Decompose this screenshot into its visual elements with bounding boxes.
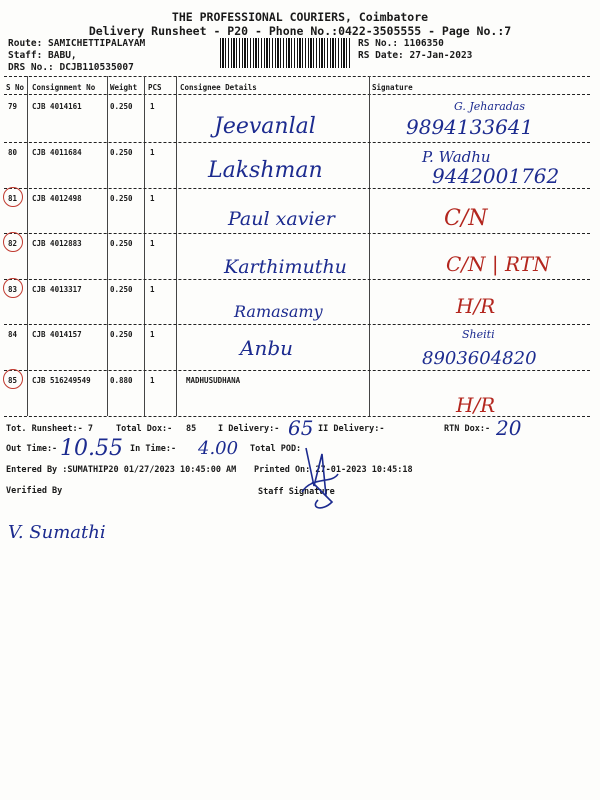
total-dox-label: Total Dox:- xyxy=(116,424,173,434)
out-time-label: Out Time:- xyxy=(6,444,58,454)
row-sno: 84 xyxy=(8,330,18,339)
staff-signature-label: Staff Signature xyxy=(258,487,335,497)
col-signature: Signature xyxy=(372,83,413,92)
row-handwritten-name: Karthimuthu xyxy=(224,256,347,278)
row-rule xyxy=(4,279,590,280)
in-time-label: In Time:- xyxy=(130,444,177,454)
row-sno: 85 xyxy=(8,376,18,385)
row-sno: 79 xyxy=(8,102,18,111)
company-title: THE PROFESSIONAL COURIERS, Coimbatore xyxy=(171,10,429,24)
row-weight: 0.250 xyxy=(110,239,133,248)
row-signature-name: Sheiti xyxy=(462,328,495,341)
row-rule xyxy=(4,370,590,371)
row-pcs: 1 xyxy=(150,148,155,157)
row-signature-name: G. Jeharadas xyxy=(454,100,526,113)
row-weight: 0.250 xyxy=(110,194,133,203)
col-consignment: Consignment No xyxy=(32,83,96,92)
rtn-dox-value: 20 xyxy=(496,416,522,440)
row-sno: 80 xyxy=(8,148,18,157)
row-rule xyxy=(4,233,590,234)
row-consignment: CJB 4012883 xyxy=(32,239,82,248)
row-handwritten-name: Jeevanlal xyxy=(214,114,316,139)
runsheet-title: Delivery Runsheet - P20 - Phone No.:0422-3505555 - Page No.:7 xyxy=(88,24,512,38)
staff-label: Staff: BABU, xyxy=(8,50,77,61)
row-rule xyxy=(4,324,590,325)
row-consignment: CJB 4014157 xyxy=(32,330,82,339)
total-dox-value: 85 xyxy=(186,424,197,434)
row-consignment: CJB 516249549 xyxy=(32,376,91,385)
in-time-value: 4.00 xyxy=(198,438,239,459)
barcode-image xyxy=(220,38,350,68)
total-pod-label: Total POD: xyxy=(250,444,302,454)
col-divider xyxy=(107,76,108,416)
verified-by-label: Verified By xyxy=(6,486,63,496)
row-pcs: 1 xyxy=(150,376,155,385)
row-pcs: 1 xyxy=(150,239,155,248)
row-weight: 0.250 xyxy=(110,102,133,111)
row-handwritten-name: Anbu xyxy=(240,336,294,360)
row-signature-phone: 9442001762 xyxy=(432,164,560,188)
col-divider xyxy=(369,76,370,416)
row-weight: 0.880 xyxy=(110,376,133,385)
row-signature-name: P. Wadhu xyxy=(422,148,491,166)
row-signature-phone: 9894133641 xyxy=(406,115,534,139)
row-pcs: 1 xyxy=(150,194,155,203)
col-consignee: Consignee Details xyxy=(180,83,257,92)
header-bottom-rule xyxy=(4,94,590,95)
row-remark: H/R xyxy=(456,393,496,417)
row-remark: C/N xyxy=(444,206,488,231)
row-consignment: CJB 4014161 xyxy=(32,102,82,111)
ii-delivery-label: II Delivery:- xyxy=(318,424,385,434)
row-sno: 82 xyxy=(8,239,18,248)
rs-date: RS Date: 27-Jan-2023 xyxy=(358,50,473,61)
header-top-rule xyxy=(4,76,590,77)
row-consignment: CJB 4012498 xyxy=(32,194,82,203)
row-pcs: 1 xyxy=(150,285,155,294)
row-signature-phone: 8903604820 xyxy=(422,348,537,369)
row-remark: H/R xyxy=(456,294,496,318)
route-label: Route: SAMICHETTIPALAYAM xyxy=(8,38,146,49)
row-remark: C/N | RTN xyxy=(446,252,551,276)
row-weight: 0.250 xyxy=(110,148,133,157)
col-divider xyxy=(27,76,28,416)
col-divider xyxy=(176,76,177,416)
row-handwritten-name: Lakshman xyxy=(208,158,323,183)
row-consignee: MADHUSUDHANA xyxy=(186,376,241,385)
row-weight: 0.250 xyxy=(110,330,133,339)
row-weight: 0.250 xyxy=(110,285,133,294)
row-pcs: 1 xyxy=(150,330,155,339)
row-consignment: CJB 4013317 xyxy=(32,285,82,294)
col-sno: S No xyxy=(6,83,25,92)
entered-by: Entered By :SUMATHIP20 01/27/2023 10:45:00 AM xyxy=(6,465,237,475)
total-runsheet: Tot. Runsheet:- 7 xyxy=(6,424,93,434)
row-handwritten-name: Ramasamy xyxy=(234,302,323,321)
row-consignment: CJB 4011684 xyxy=(32,148,82,157)
rtn-dox-label: RTN Dox:- xyxy=(444,424,491,434)
row-pcs: 1 xyxy=(150,102,155,111)
staff-signature-scribble xyxy=(292,436,352,516)
out-time-value: 10.55 xyxy=(60,436,123,461)
row-handwritten-name: Paul xavier xyxy=(228,208,335,230)
row-sno: 83 xyxy=(8,285,18,294)
col-divider xyxy=(144,76,145,416)
row-sno: 81 xyxy=(8,194,18,203)
i-delivery-label: I Delivery:- xyxy=(218,424,280,434)
rs-number: RS No.: 1106350 xyxy=(358,38,444,49)
col-weight: Weight xyxy=(110,83,138,92)
i-delivery-value: 65 xyxy=(288,416,314,440)
drs-label: DRS No.: DCJB110535007 xyxy=(8,62,134,73)
printed-on: Printed On: 27-01-2023 10:45:18 xyxy=(254,465,413,475)
row-rule xyxy=(4,142,590,143)
col-pcs: PCS xyxy=(148,83,162,92)
row-rule xyxy=(4,188,590,189)
verifier-signature: V. Sumathi xyxy=(8,522,106,543)
